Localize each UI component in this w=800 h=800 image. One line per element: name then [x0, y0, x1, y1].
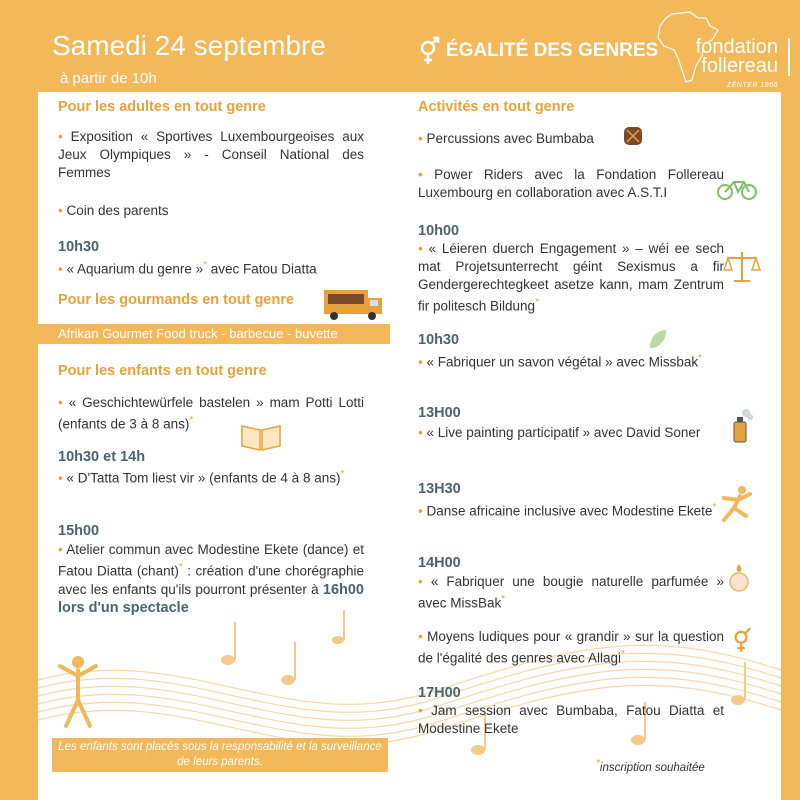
logo-tagline: ZËNTER 1966: [726, 82, 778, 89]
logo-bar: [788, 38, 790, 76]
time-10h00: 10h00: [418, 223, 460, 239]
inscription-text: inscription souhaitée: [599, 761, 705, 774]
savon-text: « Fabriquer un savon végétal » avec Missbak: [426, 354, 699, 370]
list-item-percussions: • Percussions avec Bumbaba: [418, 131, 594, 146]
list-item-savon: • « Fabriquer un savon végétal » avec Missbak*: [418, 353, 703, 370]
time-13h00: 13H00: [418, 405, 461, 421]
tatta-text: « D'Tatta Tom liest vir » (enfants de 4 à 8 ans): [66, 470, 341, 486]
list-item-danse: • Danse africaine inclusive avec Modestine Ekete*: [418, 502, 717, 519]
time-15h00: 15h00: [58, 523, 100, 539]
fondation-follereau-logo: [648, 10, 792, 90]
danse-text: Danse africaine inclusive avec Modestine Ekete: [426, 503, 713, 519]
bicycle-icon: [716, 176, 758, 200]
list-item-jam: • Jam session avec Bumbaba, Fatou Diatta et Modestine Ekete: [418, 703, 724, 736]
percussions-text: Percussions avec Bumbaba: [426, 131, 594, 146]
parental-responsibility-note: Les enfants sont placés sous la responsabilité et la surveillance de leurs parents.: [52, 738, 388, 772]
expo-text: Exposition « Sportives Luxembourgeoises aux Jeux Olympiques » - Conseil National des Femmes: [58, 129, 364, 180]
list-item-atelier: • Atelier commun avec Modestine Ekete (dance) et Fatou Diatta (chant)* : création d'une chorégraphie avec les enfants qu'ils pourront présenter à 16h00 lors d'un spectacle: [58, 542, 365, 616]
dancer-icon: [716, 484, 758, 524]
list-item-expo: • Exposition « Sportives Luxembourgeoises aux Jeux Olympiques » - Conseil National des Femmes: [58, 129, 364, 180]
list-item-tatta: • « D'Tatta Tom liest vir » (enfants de 4 à 8 ans)*: [58, 469, 345, 486]
list-item-aquarium: • « Aquarium du genre »* avec Fatou Diatta: [58, 260, 317, 277]
atelier-text-2: : création d'une chorégraphie avec les enfants qu'ils pourront présenter à: [58, 563, 364, 597]
event-date: Samedi 24 septembre: [52, 30, 326, 61]
aquarium-text: « Aquarium du genre »: [66, 261, 204, 277]
list-item-moyens: • Moyens ludiques pour « grandir » sur la question de l'égalité des genres avec Allagi*: [418, 629, 724, 666]
live-painting-text: « Live painting participatif » avec David Soner: [426, 425, 701, 440]
adults-section-title: Pour les adultes en tout genre: [58, 99, 266, 115]
coin-text: Coin des parents: [66, 203, 169, 218]
theme-title: [418, 36, 658, 66]
list-item-live-painting: • « Live painting participatif » avec David Soner: [418, 425, 701, 440]
leaf-icon: [646, 328, 668, 350]
time-17h00: 17H00: [418, 685, 461, 701]
theme-text: ÉGALITÉ DES GENRES: [446, 40, 659, 61]
atelier-text-1: Atelier commun avec Modestine Ekete (dance) et Fatou Diatta (chant): [58, 542, 365, 579]
time-13h30: 13H30: [418, 481, 461, 497]
leieren-text: « Léieren duerch Engagement » – wéi ee sech mat Projetsunterrecht géint Sexismus a fir Gendergerechtegkeet asetze kann, mam Zentrum fir politesch Bildung: [418, 241, 724, 314]
event-start-time: à partir de 10h: [60, 70, 157, 87]
atelier-text-3: 16h00 lors d'un spectacle: [58, 581, 364, 616]
time-10h30-left: 10h30: [58, 239, 100, 255]
moyens-text: Moyens ludiques pour « grandir » sur la question de l'égalité des genres avec Allagi: [418, 629, 724, 666]
jam-text: Jam session avec Bumbaba, Fatou Diatta et Modestine Ekete: [418, 703, 724, 736]
time-10h30-14h: 10h30 et 14h: [58, 449, 146, 465]
list-item-power-riders: • Power Riders avec la Fondation Follereau Luxembourg en collaboration avec A.S.T.I: [418, 167, 724, 200]
food-truck-icon: [322, 286, 384, 322]
inscription-note: *inscription souhaitée: [596, 758, 705, 774]
wurfel-text: « Geschichtewürfele bastelen » mam Potti Lotti (enfants de 3 à 8 ans): [58, 395, 364, 432]
list-item-wurfel: • « Geschichtewürfele bastelen » mam Potti Lotti (enfants de 3 à 8 ans)*: [58, 395, 364, 432]
logo-line-1: fondation: [695, 36, 778, 58]
scales-icon: [722, 250, 762, 284]
list-item-bougie: • « Fabriquer une bougie naturelle parfumée » avec MissBak*: [418, 574, 724, 611]
gender-equality-icon: [732, 624, 752, 656]
aquarium-rest: avec Fatou Diatta: [207, 261, 317, 277]
list-item-leieren: • « Léieren duerch Engagement » – wéi ee sech mat Projetsunterrecht géint Sexismus a fir Gendergerechtegkeet asetze kann, mam Zentrum fir politesch Bildung*: [418, 241, 724, 314]
time-14h00: 14H00: [418, 555, 461, 571]
activities-section-title: Activités en tout genre: [418, 99, 575, 115]
logo-line-2: follereau: [701, 55, 778, 77]
gender-symbol-icon: [418, 36, 440, 66]
gourmands-section-title: Pour les gourmands en tout genre: [58, 292, 295, 308]
time-10h30-right: 10h30: [418, 332, 460, 348]
drum-icon: [622, 124, 644, 148]
spray-can-icon: [728, 408, 754, 444]
list-item-coin: • Coin des parents: [58, 203, 169, 218]
food-truck-banner: Afrikan Gourmet Food truck - barbecue - buvette: [38, 324, 390, 344]
bougie-text: « Fabriquer une bougie naturelle parfumée » avec MissBak: [418, 574, 724, 611]
kids-section-title: Pour les enfants en tout genre: [58, 363, 267, 379]
candle-icon: [726, 562, 752, 592]
power-riders-text: Power Riders avec la Fondation Follereau Luxembourg en collaboration avec A.S.T.I: [418, 167, 724, 200]
